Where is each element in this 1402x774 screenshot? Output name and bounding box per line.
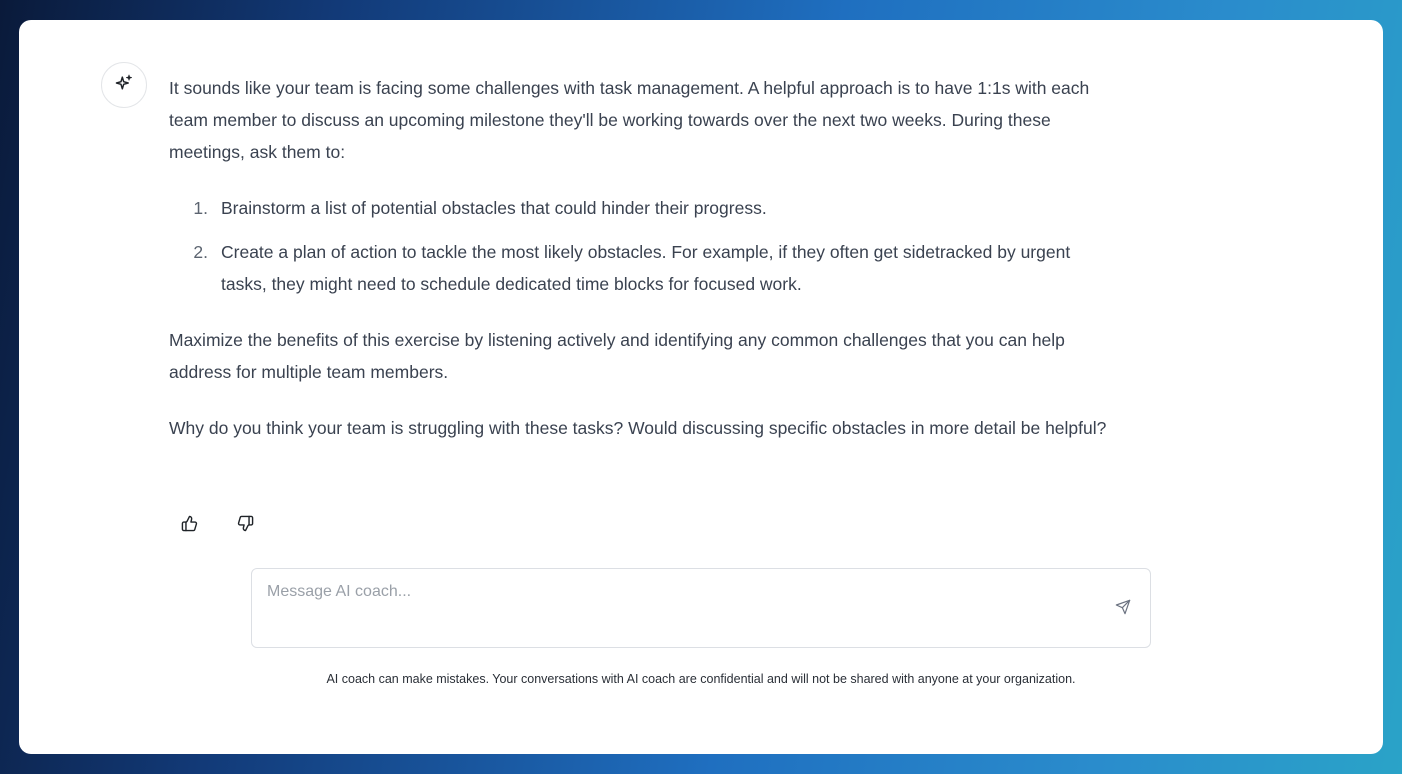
sparkles-icon xyxy=(114,73,134,98)
assistant-avatar xyxy=(101,62,147,108)
message-intro: It sounds like your team is facing some challenges with task management. A helpful approach is to have 1:1s with each team member to discuss an upcoming milestone they'll be working towards over the next two weeks. During these meetings, ask them to: xyxy=(169,78,1090,162)
list-item xyxy=(169,192,1109,224)
thumbs-down-button[interactable] xyxy=(229,512,261,540)
list-item-number: 2. xyxy=(193,242,208,262)
send-button[interactable] xyxy=(1112,598,1134,620)
thumbs-up-icon xyxy=(181,515,198,537)
message-paragraph: Maximize the benefits of this exercise by listening actively and identifying any common challenges that you can help address for multiple team members. xyxy=(169,330,1065,382)
chat-card xyxy=(19,20,1383,754)
disclaimer-text: AI coach can make mistakes. Your conversations with AI coach are confidential and will not be shared with anyone at your organization. xyxy=(326,672,1076,686)
list-item-text: Create a plan of action to tackle the most likely obstacles. For example, if they often get sidetracked by urgent tasks, they might need to schedule dedicated time blocks for focused work. xyxy=(221,242,1071,294)
list-item xyxy=(169,236,1109,300)
list-item-text: Brainstorm a list of potential obstacles that could hinder their progress. xyxy=(221,198,767,218)
feedback-controls xyxy=(173,512,261,540)
steps-list xyxy=(169,192,1109,300)
message-input[interactable] xyxy=(267,583,1087,633)
send-icon xyxy=(1115,599,1131,620)
list-item-number: 1. xyxy=(193,198,208,218)
thumbs-up-button[interactable] xyxy=(173,512,205,540)
message-composer xyxy=(251,568,1151,648)
thumbs-down-icon xyxy=(237,515,254,537)
message-question: Why do you think your team is struggling with these tasks? Would discussing specific obstacles in more detail be helpful? xyxy=(169,418,1107,438)
assistant-message xyxy=(169,72,1109,468)
